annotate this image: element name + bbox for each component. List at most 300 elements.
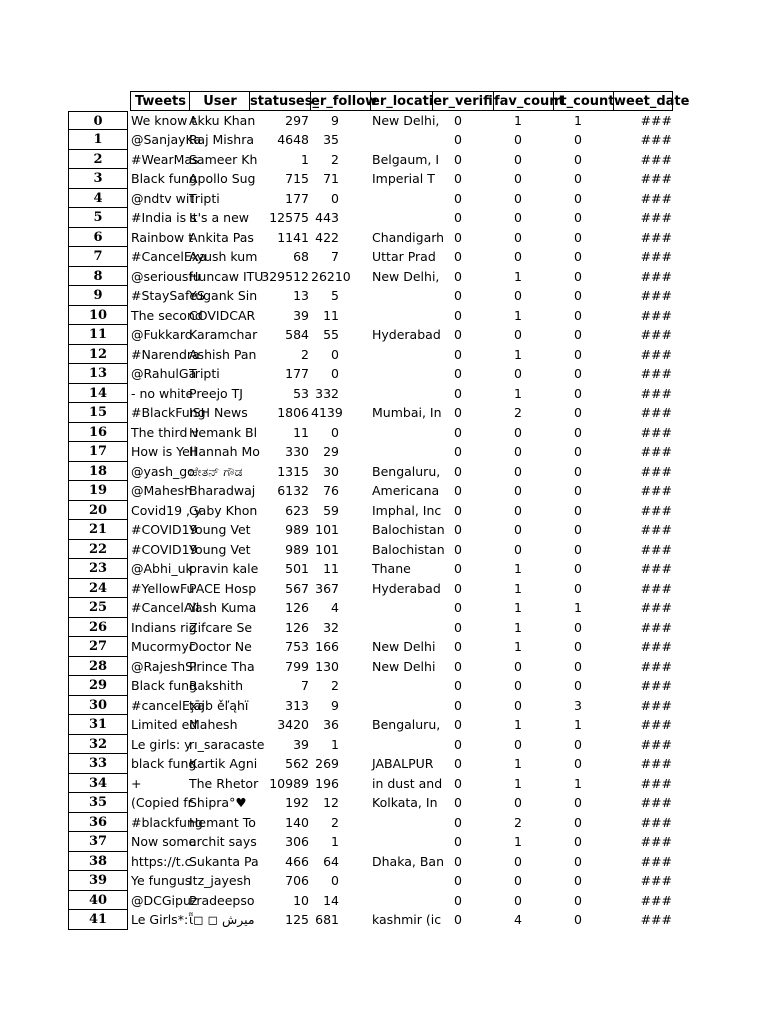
tweet-cell[interactable]: (Copied fr: [131, 795, 193, 810]
statuses-cell[interactable]: 13: [293, 288, 309, 303]
row-index-cell[interactable]: 23: [68, 559, 128, 579]
row-index-cell[interactable]: 8: [68, 267, 128, 287]
row-index-cell[interactable]: 9: [68, 286, 128, 306]
location-cell[interactable]: [371, 442, 433, 462]
verified-cell[interactable]: 0: [454, 775, 462, 791]
statuses-cell[interactable]: 1806: [277, 405, 309, 420]
followers-cell[interactable]: 422: [315, 229, 339, 245]
rt-count-cell[interactable]: 0: [574, 288, 582, 303]
location-cell[interactable]: Bengaluru,: [372, 463, 441, 479]
fav-count-cell[interactable]: 1: [514, 268, 522, 284]
verified-cell[interactable]: 0: [454, 210, 462, 225]
location-cell[interactable]: Bengaluru,: [372, 717, 441, 732]
location-cell[interactable]: [371, 345, 433, 365]
location-cell[interactable]: Belgaum, I: [372, 151, 440, 167]
tweet-date-cell[interactable]: ###: [640, 814, 672, 830]
location-cell[interactable]: Balochistan: [372, 522, 445, 537]
statuses-cell[interactable]: 11: [293, 424, 309, 440]
row-index-cell[interactable]: 4: [68, 189, 128, 209]
rt-count-cell[interactable]: 0: [574, 853, 582, 869]
location-cell[interactable]: [371, 130, 433, 150]
header-tweets[interactable]: Tweets: [130, 91, 190, 111]
verified-cell[interactable]: 0: [454, 853, 462, 869]
tweet-date-cell[interactable]: ###: [640, 561, 672, 576]
fav-count-cell[interactable]: 1: [514, 561, 522, 576]
user-cell[interactable]: Ayush kum: [189, 249, 258, 264]
tweet-cell[interactable]: @Mahesh: [131, 483, 192, 498]
fav-count-cell[interactable]: 0: [514, 795, 522, 810]
row-index-cell[interactable]: 38: [68, 852, 128, 872]
fav-count-cell[interactable]: 0: [514, 210, 522, 225]
user-cell[interactable]: The Rhetor: [189, 775, 259, 791]
location-cell[interactable]: New Delhi,: [372, 112, 440, 128]
rt-count-cell[interactable]: 1: [574, 600, 582, 615]
tweet-cell[interactable]: We know t: [131, 112, 197, 128]
tweet-cell[interactable]: #BlackFung: [131, 405, 206, 420]
location-cell[interactable]: Dhaka, Ban: [372, 853, 444, 869]
statuses-cell[interactable]: 799: [285, 658, 309, 674]
tweet-date-cell[interactable]: ###: [640, 502, 672, 518]
location-cell[interactable]: [371, 306, 433, 326]
followers-cell[interactable]: 1: [331, 736, 339, 752]
fav-count-cell[interactable]: 1: [514, 619, 522, 635]
tweet-date-cell[interactable]: ###: [640, 795, 672, 810]
tweet-date-cell[interactable]: ###: [640, 619, 672, 635]
header-tweet-date[interactable]: weet_date: [614, 91, 673, 111]
location-cell[interactable]: [371, 832, 433, 852]
fav-count-cell[interactable]: 0: [514, 483, 522, 498]
location-cell[interactable]: [371, 286, 433, 306]
tweet-cell[interactable]: Limited ed: [131, 717, 198, 732]
statuses-cell[interactable]: 989: [285, 522, 309, 537]
tweet-date-cell[interactable]: ###: [640, 288, 672, 303]
tweet-cell[interactable]: #CancelExa: [131, 249, 207, 264]
statuses-cell[interactable]: 177: [285, 366, 309, 381]
rt-count-cell[interactable]: 0: [574, 229, 582, 245]
rt-count-cell[interactable]: 0: [574, 151, 582, 167]
fav-count-cell[interactable]: 0: [514, 502, 522, 518]
rt-count-cell[interactable]: 0: [574, 385, 582, 401]
fav-count-cell[interactable]: 2: [514, 814, 522, 830]
user-cell[interactable]: Kartik Agni: [189, 756, 258, 771]
row-index-cell[interactable]: 40: [68, 891, 128, 911]
user-cell[interactable]: ಚೇತನ್ ಗೌಡ: [189, 463, 243, 479]
row-index-cell[interactable]: 13: [68, 364, 128, 384]
fav-count-cell[interactable]: 0: [514, 151, 522, 167]
statuses-cell[interactable]: 177: [285, 190, 309, 206]
location-cell[interactable]: [371, 208, 433, 228]
verified-cell[interactable]: 0: [454, 814, 462, 830]
fav-count-cell[interactable]: 0: [514, 171, 522, 186]
rt-count-cell[interactable]: 0: [574, 249, 582, 264]
rt-count-cell[interactable]: 1: [574, 775, 582, 791]
fav-count-cell[interactable]: 0: [514, 190, 522, 206]
location-cell[interactable]: Thane: [372, 561, 411, 576]
verified-cell[interactable]: 0: [454, 678, 462, 693]
followers-cell[interactable]: 12: [323, 795, 339, 810]
statuses-cell[interactable]: 12575: [269, 210, 309, 225]
followers-cell[interactable]: 11: [323, 307, 339, 323]
followers-cell[interactable]: 130: [315, 658, 339, 674]
user-cell[interactable]: PACE Hosp: [189, 580, 257, 596]
rt-count-cell[interactable]: 1: [574, 717, 582, 732]
fav-count-cell[interactable]: 1: [514, 639, 522, 654]
user-cell[interactable]: Mahesh: [189, 717, 238, 732]
tweet-date-cell[interactable]: ###: [640, 892, 672, 908]
followers-cell[interactable]: 0: [331, 190, 339, 206]
statuses-cell[interactable]: 6132: [277, 483, 309, 498]
tweet-cell[interactable]: Mucormyc: [131, 639, 196, 654]
user-cell[interactable]: ţājb ěľąhï: [189, 697, 249, 713]
user-cell[interactable]: Karamchar: [189, 327, 258, 342]
user-cell[interactable]: ῗ◻ ◻ میرش: [189, 912, 255, 927]
user-cell[interactable]: Akku Khan: [189, 112, 256, 128]
location-cell[interactable]: [371, 813, 433, 833]
rt-count-cell[interactable]: 0: [574, 639, 582, 654]
verified-cell[interactable]: 0: [454, 132, 462, 147]
tweet-cell[interactable]: #CancelAll: [131, 600, 200, 615]
row-index-cell[interactable]: 29: [68, 676, 128, 696]
followers-cell[interactable]: 30: [323, 463, 339, 479]
rt-count-cell[interactable]: 0: [574, 795, 582, 810]
tweet-date-cell[interactable]: ###: [640, 717, 672, 732]
fav-count-cell[interactable]: 0: [514, 327, 522, 342]
tweet-cell[interactable]: Rainbow t: [131, 229, 194, 245]
statuses-cell[interactable]: 192: [285, 795, 309, 810]
verified-cell[interactable]: 0: [454, 249, 462, 264]
fav-count-cell[interactable]: 1: [514, 756, 522, 771]
followers-cell[interactable]: 9: [331, 697, 339, 713]
rt-count-cell[interactable]: 0: [574, 268, 582, 284]
statuses-cell[interactable]: 10: [293, 892, 309, 908]
statuses-cell[interactable]: 53: [293, 385, 309, 401]
tweet-cell[interactable]: @RajeshSI: [131, 658, 197, 674]
user-cell[interactable]: Prince Tha: [189, 658, 255, 674]
statuses-cell[interactable]: 562: [285, 756, 309, 771]
verified-cell[interactable]: 0: [454, 307, 462, 323]
statuses-cell[interactable]: 623: [285, 502, 309, 518]
row-index-cell[interactable]: 14: [68, 384, 128, 404]
header-user-location[interactable]: er_locati: [371, 91, 433, 111]
rt-count-cell[interactable]: 0: [574, 210, 582, 225]
followers-cell[interactable]: 1: [331, 834, 339, 849]
tweet-date-cell[interactable]: ###: [640, 210, 672, 225]
tweet-cell[interactable]: @Abhi_uk: [131, 561, 193, 576]
user-cell[interactable]: Ashish Pan: [189, 346, 257, 362]
verified-cell[interactable]: 0: [454, 580, 462, 596]
row-index-cell[interactable]: 16: [68, 423, 128, 443]
tweet-cell[interactable]: Black fung: [131, 171, 197, 186]
statuses-cell[interactable]: 39: [293, 736, 309, 752]
fav-count-cell[interactable]: 0: [514, 249, 522, 264]
tweet-date-cell[interactable]: ###: [640, 873, 672, 888]
user-cell[interactable]: Preejo TJ: [189, 385, 243, 401]
row-index-cell[interactable]: 39: [68, 871, 128, 891]
tweet-cell[interactable]: +: [131, 775, 142, 791]
followers-cell[interactable]: 443: [315, 210, 339, 225]
followers-cell[interactable]: 0: [331, 346, 339, 362]
rt-count-cell[interactable]: 3: [574, 697, 582, 713]
row-index-cell[interactable]: 30: [68, 696, 128, 716]
row-index-cell[interactable]: 7: [68, 247, 128, 267]
verified-cell[interactable]: 0: [454, 463, 462, 479]
row-index-cell[interactable]: 15: [68, 403, 128, 423]
row-index-cell[interactable]: 11: [68, 325, 128, 345]
fav-count-cell[interactable]: 0: [514, 522, 522, 537]
location-cell[interactable]: Mumbai, In: [372, 405, 442, 420]
location-cell[interactable]: Hyderabad: [372, 327, 441, 342]
user-cell[interactable]: Raj Mishra: [189, 132, 255, 147]
tweet-cell[interactable]: #India is s: [131, 210, 197, 225]
tweet-date-cell[interactable]: ###: [640, 346, 672, 362]
location-cell[interactable]: [371, 598, 433, 618]
verified-cell[interactable]: 0: [454, 502, 462, 518]
followers-cell[interactable]: 55: [323, 327, 339, 342]
fav-count-cell[interactable]: 1: [514, 307, 522, 323]
statuses-cell[interactable]: 1315: [277, 463, 309, 479]
statuses-cell[interactable]: 140: [285, 814, 309, 830]
tweet-cell[interactable]: How is Yell: [131, 444, 197, 459]
statuses-cell[interactable]: 715: [285, 171, 309, 186]
header-rt-count[interactable]: rt_count: [554, 91, 614, 111]
verified-cell[interactable]: 0: [454, 600, 462, 615]
rt-count-cell[interactable]: 1: [574, 112, 582, 128]
followers-cell[interactable]: 26210: [311, 268, 351, 284]
user-cell[interactable]: Bharadwaj: [189, 483, 256, 498]
header-user-verified[interactable]: er_verifi: [433, 91, 494, 111]
tweet-cell[interactable]: #Narendra: [131, 346, 200, 362]
tweet-date-cell[interactable]: ###: [640, 249, 672, 264]
row-index-cell[interactable]: 22: [68, 540, 128, 560]
rt-count-cell[interactable]: 0: [574, 463, 582, 479]
user-cell[interactable]: Tripti: [189, 190, 220, 206]
user-cell[interactable]: pravin kale: [189, 561, 259, 576]
header-user-followers[interactable]: er_follow: [311, 91, 371, 111]
row-index-cell[interactable]: 31: [68, 715, 128, 735]
rt-count-cell[interactable]: 0: [574, 619, 582, 635]
followers-cell[interactable]: 196: [315, 775, 339, 791]
tweet-cell[interactable]: Ye fungus: [131, 873, 192, 888]
verified-cell[interactable]: 0: [454, 112, 462, 128]
location-cell[interactable]: [371, 735, 433, 755]
tweet-cell[interactable]: @yash_go: [131, 463, 195, 479]
followers-cell[interactable]: 36: [323, 717, 339, 732]
verified-cell[interactable]: 0: [454, 736, 462, 752]
user-cell[interactable]: Sukanta Pa: [189, 853, 259, 869]
followers-cell[interactable]: 101: [315, 522, 339, 537]
verified-cell[interactable]: 0: [454, 912, 462, 927]
rt-count-cell[interactable]: 0: [574, 658, 582, 674]
fav-count-cell[interactable]: 0: [514, 658, 522, 674]
statuses-cell[interactable]: 753: [285, 639, 309, 654]
row-index-cell[interactable]: 2: [68, 150, 128, 170]
statuses-cell[interactable]: 10989: [269, 775, 309, 791]
followers-cell[interactable]: 2: [331, 678, 339, 693]
tweet-date-cell[interactable]: ###: [640, 483, 672, 498]
tweet-cell[interactable]: #WearMas: [131, 151, 199, 167]
row-index-cell[interactable]: 12: [68, 345, 128, 365]
followers-cell[interactable]: 7: [331, 249, 339, 264]
statuses-cell[interactable]: 989: [285, 541, 309, 557]
tweet-cell[interactable]: Le Girls*:: [131, 912, 189, 927]
statuses-cell[interactable]: 306: [285, 834, 309, 849]
statuses-cell[interactable]: 39: [293, 307, 309, 323]
rt-count-cell[interactable]: 0: [574, 561, 582, 576]
tweet-date-cell[interactable]: ###: [640, 736, 672, 752]
statuses-cell[interactable]: 706: [285, 873, 309, 888]
followers-cell[interactable]: 0: [331, 366, 339, 381]
tweet-cell[interactable]: Le girls: y: [131, 736, 192, 752]
tweet-date-cell[interactable]: ###: [640, 366, 672, 381]
header-statuses-count[interactable]: statuses_: [250, 91, 311, 111]
tweet-date-cell[interactable]: ###: [640, 658, 672, 674]
followers-cell[interactable]: 367: [315, 580, 339, 596]
followers-cell[interactable]: 2: [331, 151, 339, 167]
followers-cell[interactable]: 4139: [311, 405, 343, 420]
user-cell[interactable]: Shipra°♥: [189, 795, 247, 810]
verified-cell[interactable]: 0: [454, 229, 462, 245]
tweet-date-cell[interactable]: ###: [640, 756, 672, 771]
user-cell[interactable]: Hannah Mo: [189, 444, 260, 459]
tweet-date-cell[interactable]: ###: [640, 678, 672, 693]
tweet-date-cell[interactable]: ###: [640, 112, 672, 128]
user-cell[interactable]: Gaby Khon: [189, 502, 258, 518]
statuses-cell[interactable]: 68: [293, 249, 309, 264]
tweet-cell[interactable]: @seriousfu: [131, 268, 201, 284]
tweet-date-cell[interactable]: ###: [640, 171, 672, 186]
verified-cell[interactable]: 0: [454, 288, 462, 303]
rt-count-cell[interactable]: 0: [574, 892, 582, 908]
verified-cell[interactable]: 0: [454, 834, 462, 849]
followers-cell[interactable]: 4: [331, 600, 339, 615]
verified-cell[interactable]: 0: [454, 717, 462, 732]
followers-cell[interactable]: 269: [315, 756, 339, 771]
tweet-date-cell[interactable]: ###: [640, 697, 672, 713]
row-index-cell[interactable]: 3: [68, 169, 128, 189]
user-cell[interactable]: ISH News: [189, 405, 248, 420]
followers-cell[interactable]: 64: [323, 853, 339, 869]
fav-count-cell[interactable]: 0: [514, 444, 522, 459]
location-cell[interactable]: New Delhi: [372, 639, 436, 654]
row-index-cell[interactable]: 36: [68, 813, 128, 833]
statuses-cell[interactable]: 297: [285, 112, 309, 128]
followers-cell[interactable]: 9: [331, 112, 339, 128]
tweet-cell[interactable]: Black fung: [131, 678, 197, 693]
statuses-cell[interactable]: 7: [301, 678, 309, 693]
verified-cell[interactable]: 0: [454, 639, 462, 654]
tweet-date-cell[interactable]: ###: [640, 600, 672, 615]
rt-count-cell[interactable]: 0: [574, 171, 582, 186]
followers-cell[interactable]: 166: [315, 639, 339, 654]
row-index-cell[interactable]: 33: [68, 754, 128, 774]
location-cell[interactable]: Hyderabad: [372, 580, 441, 596]
row-index-cell[interactable]: 35: [68, 793, 128, 813]
rt-count-cell[interactable]: 0: [574, 424, 582, 440]
tweet-date-cell[interactable]: ###: [640, 639, 672, 654]
statuses-cell[interactable]: 126: [285, 619, 309, 635]
fav-count-cell[interactable]: 1: [514, 600, 522, 615]
verified-cell[interactable]: 0: [454, 756, 462, 771]
row-index-cell[interactable]: 17: [68, 442, 128, 462]
location-cell[interactable]: Uttar Prad: [372, 249, 436, 264]
statuses-cell[interactable]: 567: [285, 580, 309, 596]
user-cell[interactable]: Huncaw ITU: [189, 268, 264, 284]
user-cell[interactable]: Yugank Sin: [189, 288, 258, 303]
tweet-cell[interactable]: #COVID19: [131, 541, 198, 557]
verified-cell[interactable]: 0: [454, 483, 462, 498]
tweet-date-cell[interactable]: ###: [640, 912, 672, 927]
rt-count-cell[interactable]: 0: [574, 307, 582, 323]
tweet-cell[interactable]: @SanjayKa: [131, 132, 202, 147]
location-cell[interactable]: [371, 189, 433, 209]
fav-count-cell[interactable]: 4: [514, 912, 522, 927]
user-cell[interactable]: Tripti: [189, 366, 220, 381]
fav-count-cell[interactable]: 0: [514, 463, 522, 479]
user-cell[interactable]: Rakshith: [189, 678, 244, 693]
verified-cell[interactable]: 0: [454, 405, 462, 420]
rt-count-cell[interactable]: 0: [574, 522, 582, 537]
statuses-cell[interactable]: 1141: [277, 229, 309, 245]
location-cell[interactable]: Chandigarh: [372, 229, 445, 245]
row-index-cell[interactable]: 20: [68, 501, 128, 521]
user-cell[interactable]: rı_saracaste: [189, 736, 265, 752]
verified-cell[interactable]: 0: [454, 171, 462, 186]
followers-cell[interactable]: 32: [323, 619, 339, 635]
row-index-cell[interactable]: 18: [68, 462, 128, 482]
tweet-cell[interactable]: Indians rig: [131, 619, 197, 635]
statuses-cell[interactable]: 313: [285, 697, 309, 713]
followers-cell[interactable]: 0: [331, 424, 339, 440]
rt-count-cell[interactable]: 0: [574, 444, 582, 459]
followers-cell[interactable]: 5: [331, 288, 339, 303]
statuses-cell[interactable]: 501: [285, 561, 309, 576]
verified-cell[interactable]: 0: [454, 346, 462, 362]
tweet-date-cell[interactable]: ###: [640, 424, 672, 440]
fav-count-cell[interactable]: 1: [514, 834, 522, 849]
location-cell[interactable]: New Delhi,: [372, 268, 440, 284]
tweet-date-cell[interactable]: ###: [640, 405, 672, 420]
fav-count-cell[interactable]: 0: [514, 366, 522, 381]
location-cell[interactable]: [371, 696, 433, 716]
location-cell[interactable]: [371, 384, 433, 404]
location-cell[interactable]: Balochistan: [372, 541, 445, 557]
tweet-date-cell[interactable]: ###: [640, 444, 672, 459]
user-cell[interactable]: Hemank Bl: [189, 424, 258, 440]
tweet-date-cell[interactable]: ###: [640, 522, 672, 537]
tweet-date-cell[interactable]: ###: [640, 327, 672, 342]
tweet-cell[interactable]: - no white: [131, 385, 194, 401]
tweet-cell[interactable]: #cancelExa: [131, 697, 205, 713]
user-cell[interactable]: Itz_jayesh: [189, 873, 252, 888]
location-cell[interactable]: [371, 618, 433, 638]
header-fav-count[interactable]: fav_count: [494, 91, 554, 111]
statuses-cell[interactable]: 4648: [277, 132, 309, 147]
tweet-date-cell[interactable]: ###: [640, 541, 672, 557]
tweet-cell[interactable]: @Fukkard: [131, 327, 193, 342]
user-cell[interactable]: COVIDCAR: [189, 307, 256, 323]
user-cell[interactable]: Yash Kuma: [189, 600, 257, 615]
user-cell[interactable]: Hemant To: [189, 814, 256, 830]
rt-count-cell[interactable]: 0: [574, 132, 582, 147]
rt-count-cell[interactable]: 0: [574, 502, 582, 518]
row-index-cell[interactable]: 24: [68, 579, 128, 599]
row-index-cell[interactable]: 28: [68, 657, 128, 677]
rt-count-cell[interactable]: 0: [574, 541, 582, 557]
fav-count-cell[interactable]: 0: [514, 873, 522, 888]
statuses-cell[interactable]: 125: [285, 912, 309, 927]
user-cell[interactable]: archit says: [189, 834, 257, 849]
rt-count-cell[interactable]: 0: [574, 483, 582, 498]
